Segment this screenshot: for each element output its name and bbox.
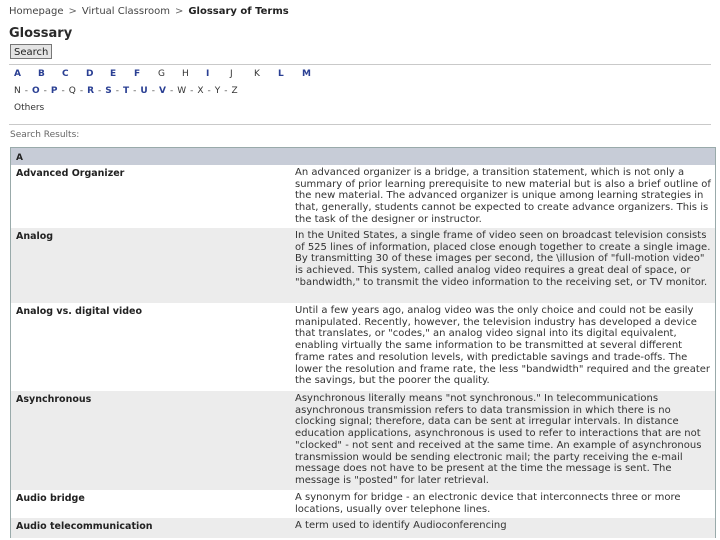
letter-link-u[interactable]: U xyxy=(140,86,148,96)
letter-n: N xyxy=(14,86,21,96)
breadcrumb-separator: > xyxy=(174,6,184,17)
letter-link-b[interactable]: B xyxy=(38,69,45,79)
breadcrumb-current: Glossary of Terms xyxy=(188,6,289,17)
letter-link-m[interactable]: M xyxy=(302,69,311,79)
letter-heading: A xyxy=(11,148,715,165)
letter-link-o[interactable]: O xyxy=(31,86,40,96)
letter-link-r[interactable]: R xyxy=(87,86,95,96)
table-row xyxy=(11,490,715,518)
letter-link-i[interactable]: I xyxy=(206,69,210,79)
search-results-label: Search Results: xyxy=(10,130,80,140)
glossary-term: Audio bridge xyxy=(16,493,85,504)
glossary-definition: A term used to identify Audioconferencing xyxy=(295,520,507,531)
letter-link-l[interactable]: L xyxy=(278,69,284,79)
glossary-term: Asynchronous xyxy=(16,394,92,405)
breadcrumb-virtual-classroom[interactable]: Virtual Classroom xyxy=(81,6,170,17)
search-button[interactable]: Search xyxy=(10,44,52,59)
letter-link-c[interactable]: C xyxy=(62,69,69,79)
letter-link-a[interactable]: A xyxy=(14,69,21,79)
letter-link-e[interactable]: E xyxy=(110,69,117,79)
glossary-definition: In the United States, a single frame of video seen on broadcast television consists of 525 lines of information, placed close enough together to create a single image. By transmitting 30 of these images per second, the \illusion of "full-motion video" is achieved. This system, called analog video requires a great deal of space, or "bandwidth," to transmit the video information to the receiving set, or TV monitor. xyxy=(295,230,711,288)
letter-x: X xyxy=(197,86,204,96)
divider xyxy=(9,124,711,125)
letter-link-f[interactable]: F xyxy=(134,69,141,79)
glossary-term: Audio telecommunication xyxy=(16,521,153,532)
glossary-definition: Asynchronous literally means "not synchronous." In telecommunications asynchronous transmission refers to data transmission in which there is no clocking signal; therefore, data can be sent at irregular intervals. In distance education applications, asynchronous is used to refer to interactions that are not "clocked" - not sent and received at the same time. An example of asynchronous transmission would be sending electronic mail; the party receiving the e-mail message does not have to be present at the time the message is sent. The message is "posted" for later retrieval. xyxy=(295,393,702,486)
letter-j: J xyxy=(230,69,233,79)
table-row xyxy=(11,303,715,391)
page-title: Glossary xyxy=(9,26,73,41)
letter-w: W xyxy=(177,86,187,96)
letter-link-d[interactable]: D xyxy=(86,69,94,79)
letter-link-t[interactable]: T xyxy=(123,86,130,96)
alphabet-row-1 xyxy=(14,69,326,79)
breadcrumb-separator: > xyxy=(68,6,77,17)
letter-z: Z xyxy=(231,86,238,96)
table-row xyxy=(11,228,715,303)
others-link[interactable]: Others xyxy=(14,103,45,113)
letter-link-s[interactable]: S xyxy=(105,86,112,96)
letter-g: G xyxy=(158,69,165,79)
breadcrumb xyxy=(9,6,289,17)
alphabet-row-2: N - O - P - Q - R - S - T - U - V - W - X - Y - Z xyxy=(14,86,238,96)
letter-q: Q xyxy=(68,86,76,96)
glossary-definition: An advanced organizer is a bridge, a transition statement, which is not only a summary of prior learning prerequisite to new material but is also a brief outline of the new material. The advanced organizer is unique among learning strategies in that, generally, students cannot be expected to create advance organizers. This is the task of the designer or instructor. xyxy=(295,167,711,225)
table-row xyxy=(11,518,715,538)
glossary-definition: Until a few years ago, analog video was the only choice and could not be easily manipulated. Recently, however, the television industry has developed a device that translates, or "codes," an analog video signal into its digital equivalent, enabling virtually the same information to be transmitted at several different frame rates and resolution levels, with predictable savings and trade-offs. The lower the resolution and frame rate, the less "bandwidth" required and the greater the savings, but the poorer the quality. xyxy=(295,305,711,387)
table-row xyxy=(11,391,715,490)
glossary-term: Analog xyxy=(16,231,54,242)
letter-k: K xyxy=(254,69,260,79)
divider xyxy=(9,64,711,65)
letter-link-v[interactable]: V xyxy=(158,86,166,96)
letter-link-p[interactable]: P xyxy=(50,86,58,96)
glossary-table xyxy=(10,147,716,538)
table-row xyxy=(11,165,715,228)
glossary-definition: A synonym for bridge - an electronic device that interconnects three or more locations, usually over telephone lines. xyxy=(295,492,681,515)
glossary-term: Advanced Organizer xyxy=(16,168,125,179)
glossary-term: Analog vs. digital video xyxy=(16,306,143,317)
letter-y: Y xyxy=(214,86,221,96)
breadcrumb-homepage[interactable]: Homepage xyxy=(9,6,64,17)
letter-h: H xyxy=(182,69,189,79)
